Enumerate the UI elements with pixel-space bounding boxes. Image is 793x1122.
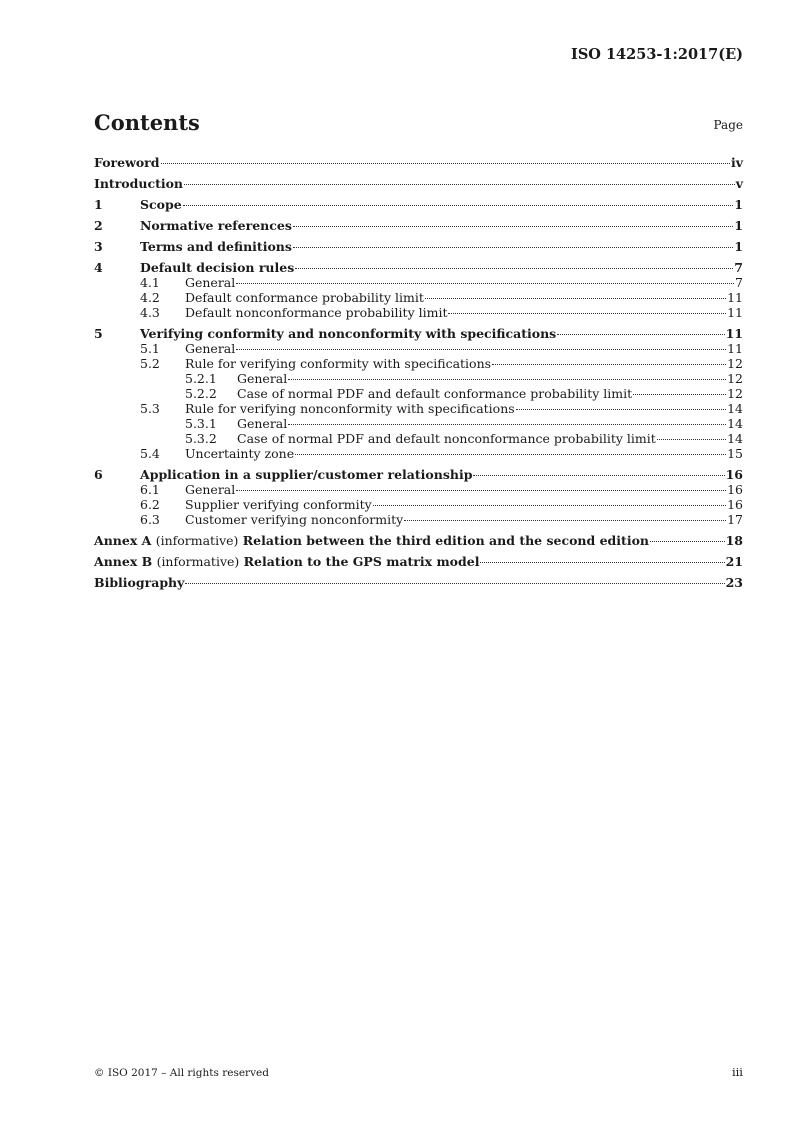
toc-entry-6-3[interactable] [94, 512, 743, 527]
annex-title: Relation to the GPS matrix model [243, 554, 480, 569]
toc-number: 4 [94, 260, 103, 275]
annex-prefix: Annex B [94, 554, 153, 569]
toc-number: 5.2.2 [185, 386, 217, 401]
toc-page: 14 [727, 431, 743, 446]
table-of-contents [94, 155, 743, 590]
toc-number: 6.2 [140, 497, 160, 512]
toc-entry-4-2[interactable] [94, 290, 743, 305]
toc-page: 21 [725, 554, 743, 569]
toc-number: 5.3.1 [185, 416, 217, 431]
toc-leader [236, 283, 734, 284]
toc-page: 18 [725, 533, 743, 548]
toc-leader [161, 163, 730, 164]
toc-leader [404, 520, 726, 521]
toc-page: 14 [727, 416, 743, 431]
toc-label: Application in a supplier/customer relationship [140, 467, 473, 482]
toc-entry-5-4[interactable] [94, 446, 743, 461]
toc-page: 14 [727, 401, 743, 416]
toc-leader [288, 379, 726, 380]
toc-label: Terms and definitions [140, 239, 292, 254]
annex-prefix: Annex A [94, 533, 152, 548]
toc-label: Case of normal PDF and default nonconformance probability limit [237, 431, 656, 446]
toc-number: 5.2.1 [185, 371, 217, 386]
toc-entry-5-3-1[interactable] [94, 416, 743, 431]
toc-leader [473, 475, 724, 476]
toc-number: 4.3 [140, 305, 160, 320]
toc-label: Default conformance probability limit [185, 290, 424, 305]
toc-label: Uncertainty zone [185, 446, 295, 461]
toc-page: 17 [727, 512, 743, 527]
toc-entry-foreword[interactable] [94, 155, 743, 170]
toc-page: 7 [734, 260, 743, 275]
toc-number: 2 [94, 218, 103, 233]
toc-leader [185, 583, 724, 584]
toc-leader [295, 454, 726, 455]
toc-page: 1 [734, 239, 743, 254]
toc-leader [425, 298, 726, 299]
toc-leader [492, 364, 726, 365]
toc-label: Bibliography [94, 575, 185, 590]
toc-page: 11 [727, 290, 743, 305]
toc-number: 4.2 [140, 290, 160, 305]
toc-label: Verifying conformity and nonconformity with specifications [140, 326, 557, 341]
toc-entry-default-decision-rules[interactable] [94, 260, 743, 275]
toc-label: Customer verifying nonconformity [185, 512, 404, 527]
toc-leader [236, 490, 726, 491]
toc-page: 11 [725, 326, 743, 341]
toc-label: Rule for verifying nonconformity with specifications [185, 401, 515, 416]
toc-leader [516, 409, 726, 410]
toc-entry-4-1[interactable] [94, 275, 743, 290]
toc-number: 6.3 [140, 512, 160, 527]
toc-leader [293, 226, 733, 227]
toc-leader [184, 184, 735, 185]
toc-page: 12 [727, 371, 743, 386]
page-title: Contents [94, 110, 200, 135]
toc-label: Default nonconformance probability limit [185, 305, 448, 320]
toc-page: 16 [727, 497, 743, 512]
toc-entry-6-1[interactable] [94, 482, 743, 497]
toc-label: Normative references [140, 218, 292, 233]
toc-leader [373, 505, 726, 506]
page-number: iii [731, 1065, 743, 1079]
toc-leader [557, 334, 724, 335]
toc-entry-5-2-1[interactable] [94, 371, 743, 386]
page-column-label: Page [713, 118, 743, 132]
toc-page: 7 [735, 275, 743, 290]
toc-number: 5 [94, 326, 103, 341]
toc-number: 4.1 [140, 275, 160, 290]
toc-entry-normative-references[interactable] [94, 218, 743, 233]
toc-page: iv [730, 155, 743, 170]
toc-label: Supplier verifying conformity [185, 497, 372, 512]
toc-leader [633, 394, 726, 395]
toc-entry-bibliography[interactable] [94, 575, 743, 590]
toc-entry-verifying-conformity[interactable] [94, 326, 743, 341]
toc-label [94, 533, 649, 548]
toc-entry-6-2[interactable] [94, 497, 743, 512]
toc-label: General [185, 341, 236, 356]
toc-number: 1 [94, 197, 103, 212]
toc-leader [295, 268, 733, 269]
toc-label: Foreword [94, 155, 160, 170]
toc-page: 16 [725, 467, 743, 482]
toc-number: 5.3.2 [185, 431, 217, 446]
toc-entry-5-2-2[interactable] [94, 386, 743, 401]
toc-number: 5.2 [140, 356, 160, 371]
toc-page: 12 [727, 356, 743, 371]
annex-title: Relation between the third edition and the second edition [242, 533, 649, 548]
toc-number: 5.3 [140, 401, 160, 416]
toc-page: 23 [725, 575, 743, 590]
toc-page: 1 [734, 197, 743, 212]
annex-informative: (informative) [155, 533, 239, 548]
toc-number: 5.1 [140, 341, 160, 356]
toc-leader [293, 247, 733, 248]
toc-number: 3 [94, 239, 103, 254]
toc-label: General [237, 371, 288, 386]
toc-entry-scope[interactable] [94, 197, 743, 212]
toc-label: Introduction [94, 176, 184, 191]
toc-number: 5.4 [140, 446, 160, 461]
toc-entry-introduction[interactable] [94, 176, 743, 191]
toc-page: 11 [727, 305, 743, 320]
toc-label: Default decision rules [140, 260, 295, 275]
toc-leader [236, 349, 726, 350]
toc-page: 16 [727, 482, 743, 497]
document-id: ISO 14253-1:2017(E) [571, 46, 743, 63]
toc-leader [288, 424, 726, 425]
toc-leader [650, 541, 725, 542]
toc-label: Rule for verifying conformity with specifications [185, 356, 492, 371]
toc-page: 1 [734, 218, 743, 233]
toc-entry-5-1[interactable] [94, 341, 743, 356]
toc-entry-4-3[interactable] [94, 305, 743, 320]
toc-label: General [185, 275, 236, 290]
toc-label: General [185, 482, 236, 497]
toc-entry-supplier-customer[interactable] [94, 467, 743, 482]
annex-informative: (informative) [156, 554, 240, 569]
toc-label: Case of normal PDF and default conformance probability limit [237, 386, 633, 401]
toc-entry-5-2[interactable] [94, 356, 743, 371]
toc-label: Scope [140, 197, 182, 212]
toc-entry-5-3[interactable] [94, 401, 743, 416]
toc-number: 6 [94, 467, 103, 482]
toc-leader [448, 313, 726, 314]
toc-page: 15 [727, 446, 743, 461]
toc-number: 6.1 [140, 482, 160, 497]
toc-entry-annex-a[interactable] [94, 533, 743, 548]
toc-entry-annex-b[interactable] [94, 554, 743, 569]
toc-page: 12 [727, 386, 743, 401]
toc-page: 11 [727, 341, 743, 356]
toc-entry-terms-definitions[interactable] [94, 239, 743, 254]
toc-leader [183, 205, 734, 206]
toc-label: General [237, 416, 288, 431]
copyright-notice: © ISO 2017 – All rights reserved [94, 1067, 269, 1079]
toc-leader [480, 562, 724, 563]
toc-label [94, 554, 479, 569]
toc-entry-5-3-2[interactable] [94, 431, 743, 446]
toc-leader [657, 439, 726, 440]
toc-page: v [735, 176, 743, 191]
